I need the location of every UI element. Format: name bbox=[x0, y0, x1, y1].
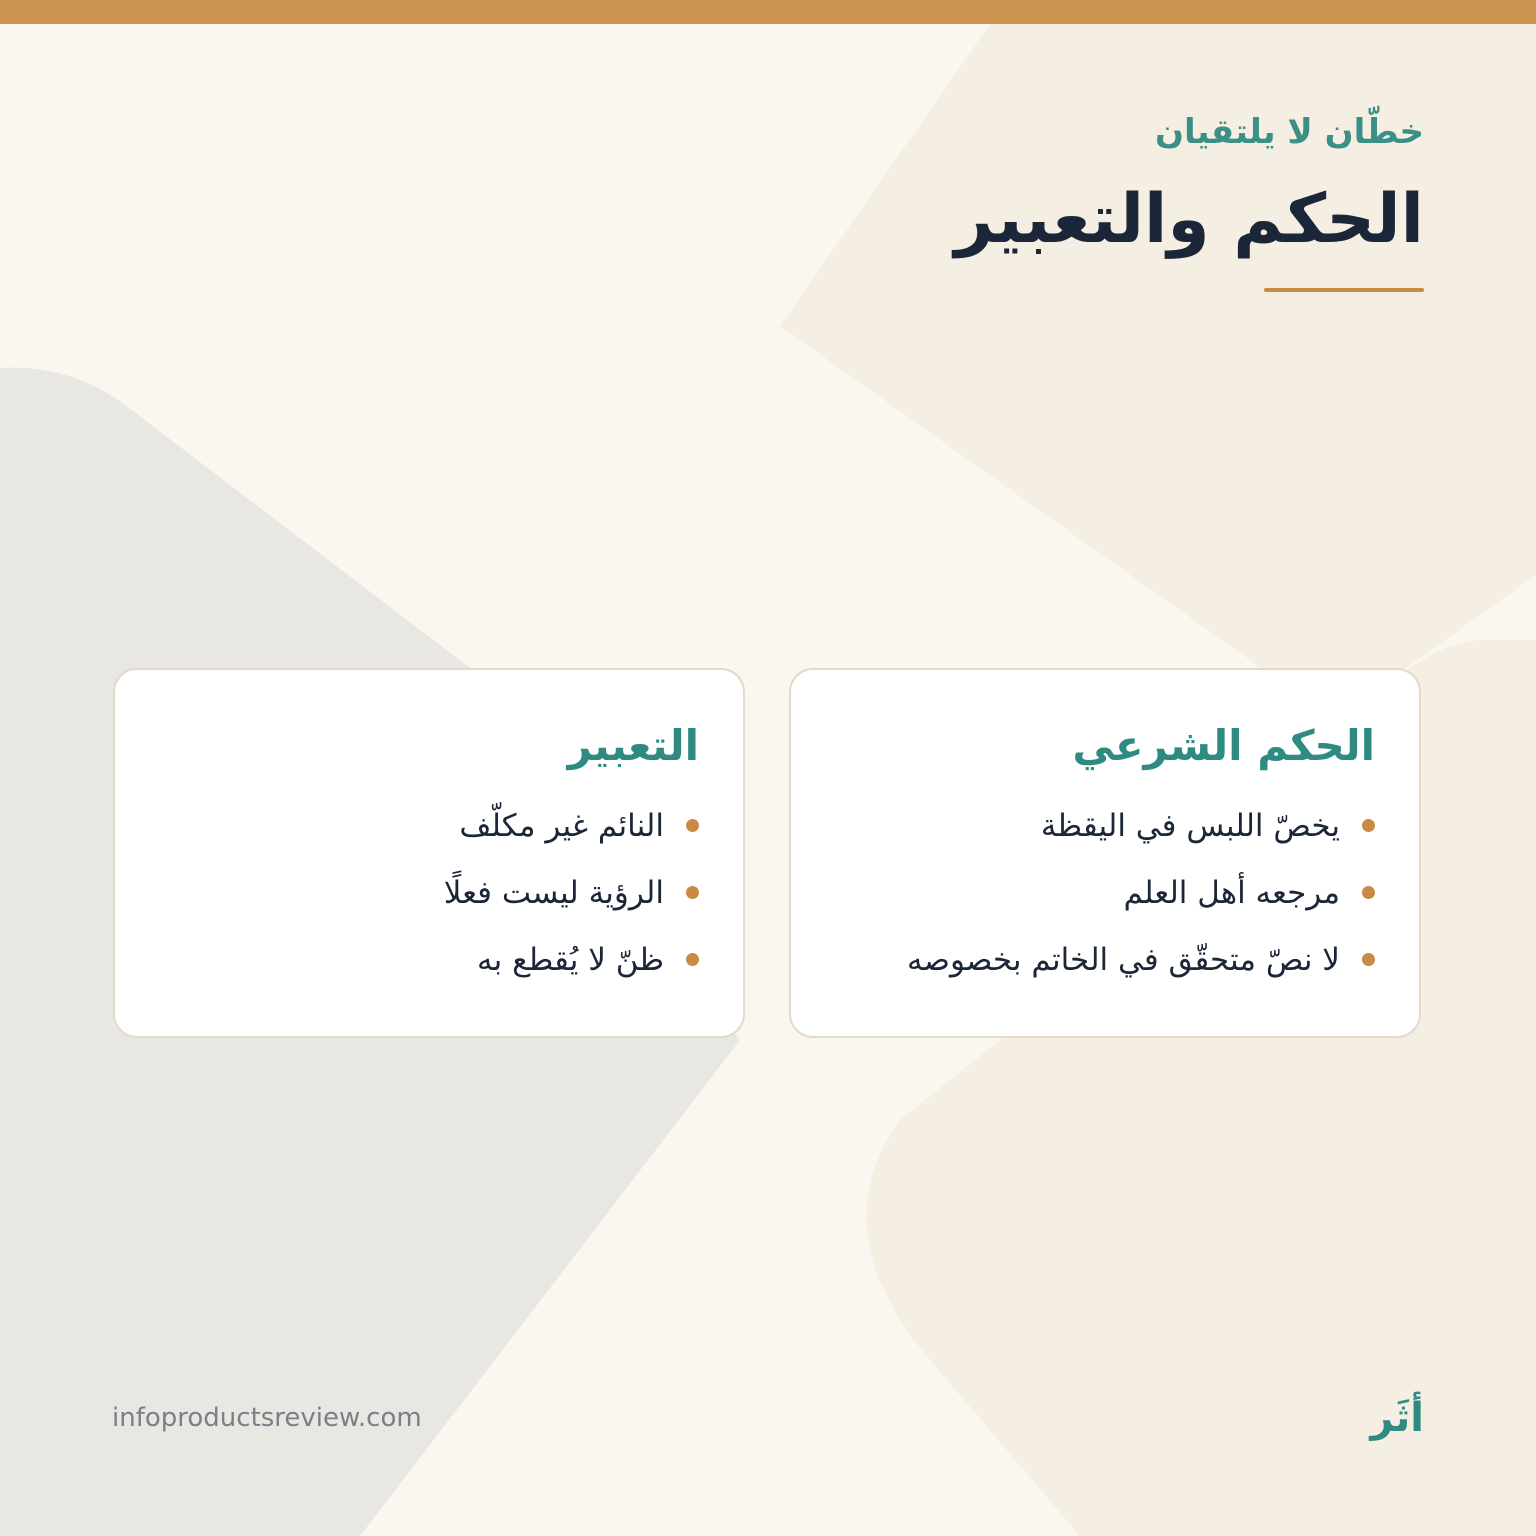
list-item-text: ظنّ لا يُقطع به bbox=[477, 941, 664, 978]
brand-logo: أثَر bbox=[1370, 1395, 1424, 1441]
bullet-dot-icon bbox=[686, 819, 699, 832]
list-item bbox=[835, 926, 1375, 993]
list-item bbox=[835, 859, 1375, 926]
card-list bbox=[835, 792, 1375, 993]
card-list bbox=[159, 792, 699, 993]
bullet-dot-icon bbox=[686, 886, 699, 899]
bullet-dot-icon bbox=[1362, 886, 1375, 899]
list-item bbox=[835, 792, 1375, 859]
list-item-text: النائم غير مكلّف bbox=[459, 807, 664, 844]
list-item-text: الرؤية ليست فعلًا bbox=[443, 874, 664, 911]
bullet-dot-icon bbox=[1362, 819, 1375, 832]
title-underline bbox=[1264, 288, 1424, 292]
list-item-text: مرجعه أهل العلم bbox=[1123, 874, 1340, 911]
eyebrow-subtitle: خطّان لا يلتقيان bbox=[1154, 112, 1424, 152]
header bbox=[524, 104, 1424, 268]
bullet-dot-icon bbox=[686, 953, 699, 966]
card-title: التعبير bbox=[567, 721, 699, 770]
list-item-text: لا نصّ متحقّق في الخاتم بخصوصه bbox=[907, 941, 1340, 978]
card-legal-ruling bbox=[789, 668, 1421, 1038]
page-title: الحكم والتعبير bbox=[954, 180, 1424, 259]
list-item bbox=[159, 792, 699, 859]
list-item-text: يخصّ اللبس في اليقظة bbox=[1040, 807, 1340, 844]
card-title: الحكم الشرعي bbox=[1072, 721, 1375, 770]
list-item bbox=[159, 926, 699, 993]
list-item bbox=[159, 859, 699, 926]
card-interpretation bbox=[113, 668, 745, 1038]
footer-website: infoproductsreview.com bbox=[112, 1403, 422, 1433]
bullet-dot-icon bbox=[1362, 953, 1375, 966]
